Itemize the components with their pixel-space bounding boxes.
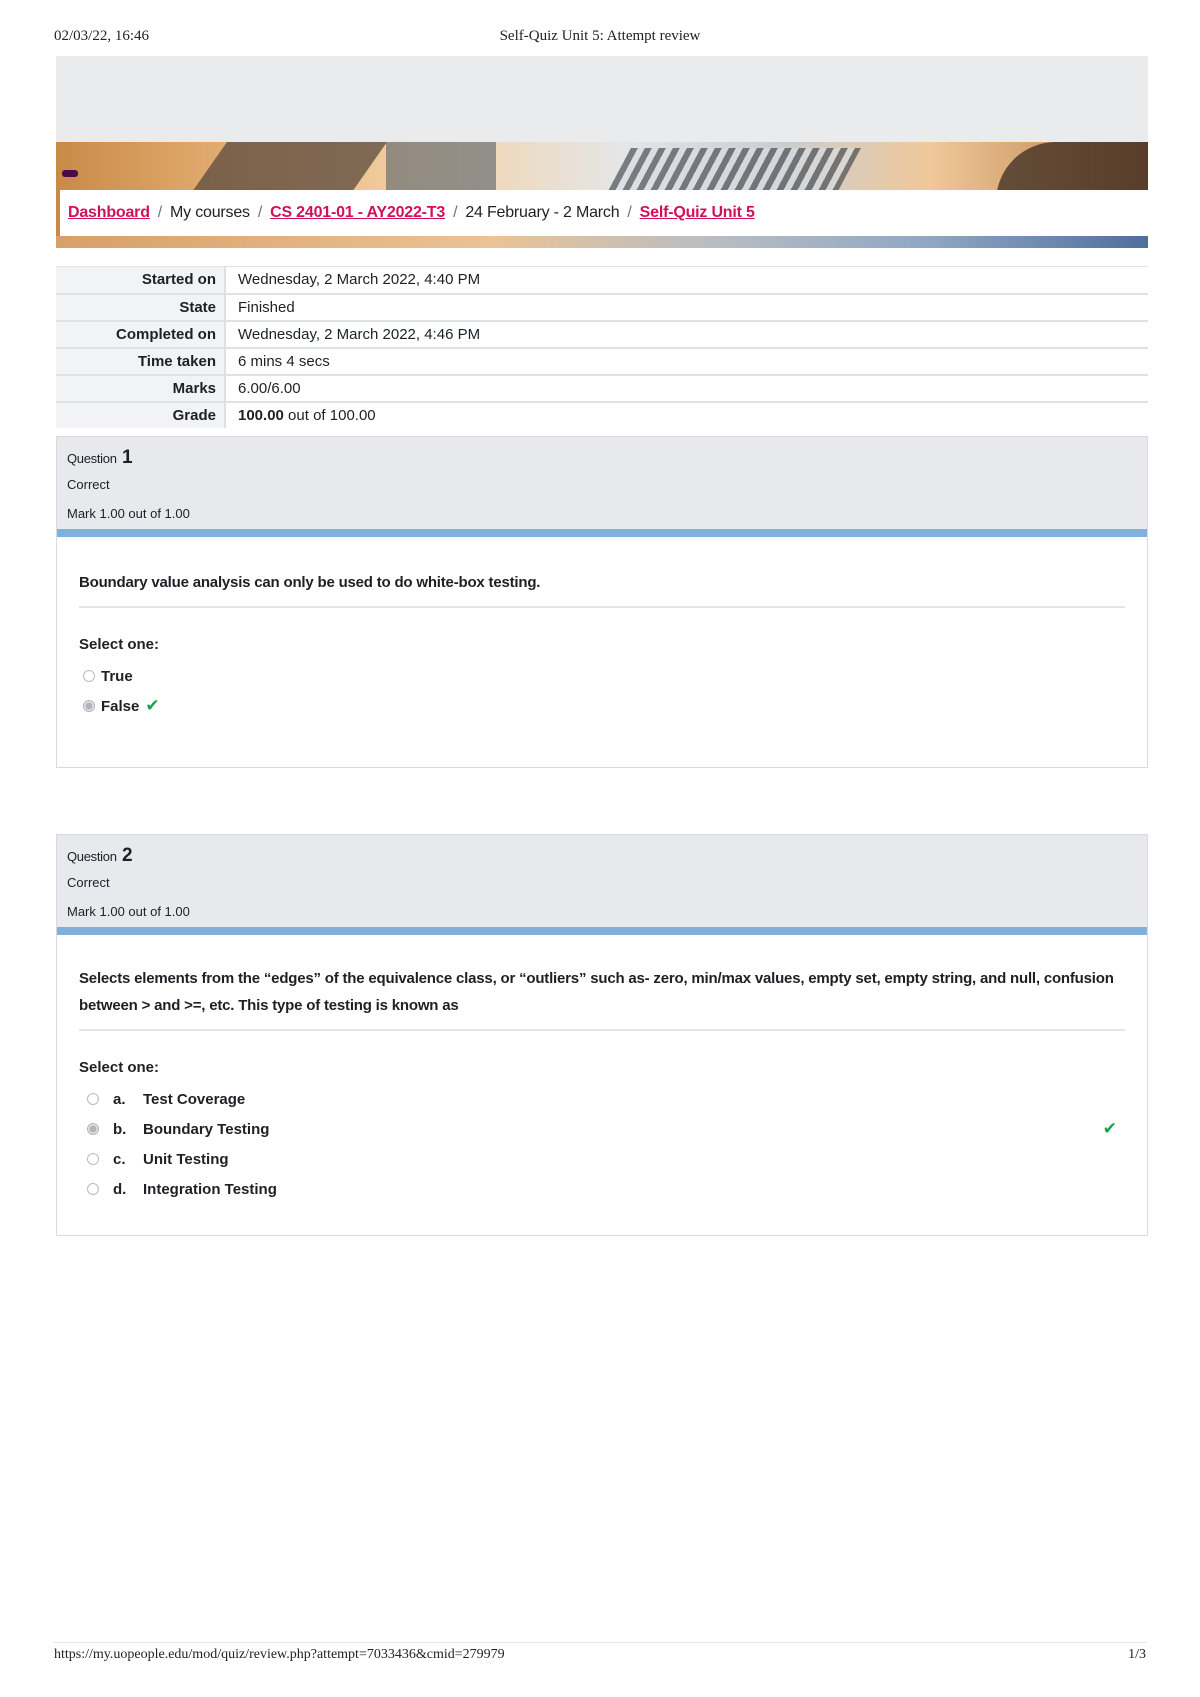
- summary-value: Wednesday, 2 March 2022, 4:46 PM: [226, 322, 1148, 347]
- summary-row-started: [56, 266, 1148, 293]
- correct-check-icon: ✔: [145, 696, 160, 715]
- summary-label: Completed on: [56, 322, 226, 347]
- grade-out-of: out of 100.00: [283, 407, 376, 424]
- select-one-prompt: Select one:: [79, 1059, 160, 1076]
- page-header-background: [56, 56, 1148, 142]
- summary-label: State: [56, 295, 226, 320]
- breadcrumb: [60, 190, 1150, 236]
- print-url: https://my.uopeople.edu/mod/quiz/review.php?attempt=7033436&cmid=279979: [54, 1647, 505, 1662]
- question-text: Boundary value analysis can only be used to do white-box testing.: [79, 569, 1125, 608]
- print-page-number: 1/3: [1128, 1647, 1146, 1662]
- question-state: Correct: [67, 477, 110, 492]
- summary-label: Grade: [56, 403, 226, 428]
- option-a[interactable]: [79, 1084, 1125, 1114]
- option-false[interactable]: [79, 691, 1125, 721]
- breadcrumb-separator: /: [157, 204, 163, 221]
- option-letter: d.: [113, 1180, 127, 1198]
- option-label: True: [101, 667, 133, 685]
- grade-value: 100.00: [238, 407, 284, 424]
- summary-label: Time taken: [56, 349, 226, 374]
- radio-button[interactable]: [87, 1183, 99, 1195]
- question-content: [57, 935, 1147, 1224]
- print-doc-title: Self-Quiz Unit 5: Attempt review: [499, 28, 701, 44]
- option-d[interactable]: [79, 1174, 1125, 1204]
- correct-check-icon: ✔: [1102, 1119, 1117, 1138]
- question-mark: Mark 1.00 out of 1.00: [67, 904, 190, 919]
- summary-value: Wednesday, 2 March 2022, 4:40 PM: [226, 267, 1148, 293]
- summary-row-grade: [56, 401, 1148, 428]
- radio-button-selected[interactable]: [87, 1123, 99, 1135]
- option-b[interactable]: [79, 1114, 1125, 1144]
- question-number: Question 1: [67, 447, 133, 468]
- option-label: Test Coverage: [143, 1090, 246, 1108]
- print-footer: [54, 1642, 1146, 1671]
- option-c[interactable]: [79, 1144, 1125, 1174]
- print-header: [54, 28, 1146, 50]
- question-info: [57, 437, 1147, 537]
- breadcrumb-week: 24 February - 2 March: [465, 204, 620, 221]
- summary-row-state: [56, 293, 1148, 320]
- question-text: Selects elements from the “edges” of the equivalence class, or “outliers” such as- zero, min/max values, empty set, empty string, and null, confusion between > and >=, etc. This type of testing is known as: [79, 965, 1125, 1031]
- print-datetime: 02/03/22, 16:46: [54, 28, 150, 44]
- question-state: Correct: [67, 875, 110, 890]
- option-letter: a.: [113, 1090, 126, 1108]
- radio-button[interactable]: [87, 1093, 99, 1105]
- banner-strip: [56, 236, 1148, 248]
- summary-row-completed: [56, 320, 1148, 347]
- option-label: Unit Testing: [143, 1150, 229, 1168]
- question-2: [56, 834, 1148, 1236]
- radio-button-selected[interactable]: [83, 700, 95, 712]
- option-label: Boundary Testing: [143, 1120, 270, 1138]
- breadcrumb-separator: /: [257, 204, 263, 221]
- breadcrumb-separator: /: [627, 204, 632, 221]
- option-label: False: [101, 697, 140, 715]
- summary-value: 6 mins 4 secs: [226, 349, 1148, 374]
- summary-row-marks: [56, 374, 1148, 401]
- radio-button[interactable]: [83, 670, 95, 682]
- summary-value: Finished: [226, 295, 1148, 320]
- breadcrumb-separator: /: [453, 204, 458, 221]
- breadcrumb-my-courses: My courses: [170, 204, 250, 221]
- summary-value: 6.00/6.00: [226, 376, 1148, 401]
- breadcrumb-dashboard-link[interactable]: Dashboard: [68, 204, 150, 221]
- summary-value: [226, 403, 1148, 428]
- option-letter: b.: [113, 1120, 127, 1138]
- breadcrumb-course-link[interactable]: CS 2401-01 - AY2022-T3: [270, 204, 446, 221]
- attempt-summary-table: [56, 266, 1148, 428]
- question-info: [57, 835, 1147, 935]
- summary-label: Marks: [56, 376, 226, 401]
- question-number: Question 2: [67, 845, 133, 866]
- breadcrumb-quiz-link[interactable]: Self-Quiz Unit 5: [639, 204, 755, 221]
- answer-options: [79, 661, 1125, 721]
- question-content: [57, 537, 1147, 741]
- select-one-prompt: Select one:: [79, 636, 160, 653]
- radio-button[interactable]: [87, 1153, 99, 1165]
- nav-drawer-toggle-icon[interactable]: [62, 170, 78, 177]
- summary-label: Started on: [56, 267, 226, 293]
- question-1: [56, 436, 1148, 768]
- summary-row-time-taken: [56, 347, 1148, 374]
- question-mark: Mark 1.00 out of 1.00: [67, 506, 190, 521]
- option-label: Integration Testing: [143, 1180, 277, 1198]
- answer-options: [79, 1084, 1125, 1204]
- option-letter: c.: [113, 1150, 126, 1168]
- option-true[interactable]: [79, 661, 1125, 691]
